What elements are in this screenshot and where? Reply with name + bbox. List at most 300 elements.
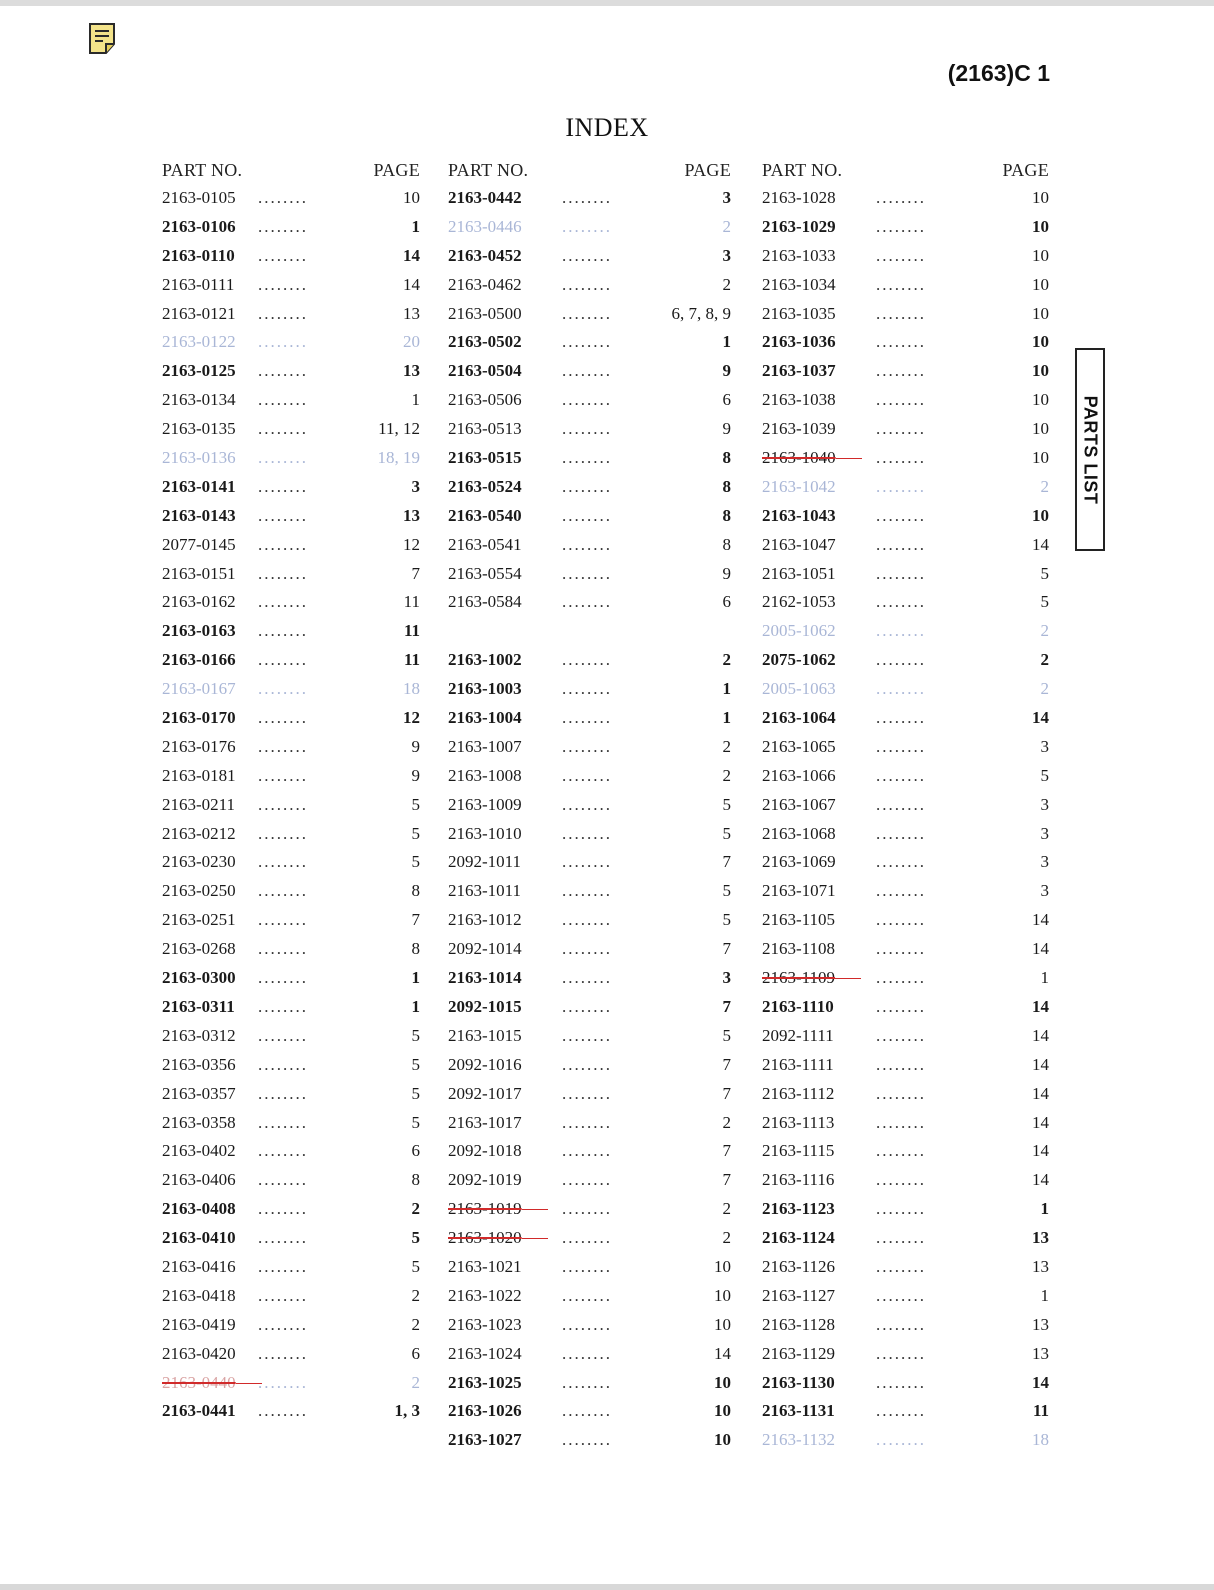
- leader-dots: ........: [258, 476, 308, 496]
- part-number: 2163-1115: [762, 1141, 835, 1161]
- leader-dots: ........: [876, 996, 926, 1016]
- part-number: 2163-0134: [162, 390, 236, 410]
- part-number: 2163-0440: [162, 1372, 236, 1392]
- leader-dots: ........: [876, 592, 926, 612]
- part-number: 2163-0420: [162, 1343, 236, 1363]
- leader-dots: ........: [876, 794, 926, 814]
- leader-dots: ........: [258, 765, 308, 785]
- page-reference: 13: [403, 361, 420, 381]
- leader-dots: ........: [562, 1228, 612, 1248]
- part-number: 2163-0357: [162, 1083, 236, 1103]
- leader-dots: ........: [876, 1401, 926, 1421]
- part-number: 2163-0136: [162, 448, 236, 468]
- part-number: 2163-0406: [162, 1170, 236, 1190]
- index-row: [448, 791, 731, 820]
- index-row: [162, 646, 420, 675]
- leader-dots: ........: [258, 1083, 308, 1103]
- page-reference: 14: [714, 1343, 731, 1363]
- part-number: 2163-1036: [762, 332, 836, 352]
- leader-dots: ........: [562, 303, 612, 323]
- part-number: 2163-1068: [762, 823, 836, 843]
- leader-dots: ........: [876, 1343, 926, 1363]
- part-number: 2163-0441: [162, 1401, 236, 1421]
- part-number: 2163-0141: [162, 476, 236, 496]
- part-number: 2163-1021: [448, 1256, 522, 1276]
- part-number: 2163-1020: [448, 1228, 522, 1248]
- page-reference: 1: [722, 679, 731, 699]
- part-number: 2163-1047: [762, 534, 836, 554]
- index-row: [448, 877, 731, 906]
- part-number: 2163-1029: [762, 216, 836, 236]
- index-row: [762, 588, 1049, 617]
- index-row: [762, 502, 1049, 531]
- leader-dots: ........: [258, 361, 308, 381]
- part-number: 2163-0410: [162, 1228, 236, 1248]
- leader-dots: ........: [562, 823, 612, 843]
- page-heading: PAGE: [684, 160, 731, 180]
- index-row: [448, 502, 731, 531]
- leader-dots: ........: [876, 1256, 926, 1276]
- leader-dots: ........: [562, 563, 612, 583]
- leader-dots: ........: [562, 1054, 612, 1074]
- part-number: 2163-0419: [162, 1314, 236, 1334]
- page-reference: 14: [1032, 1083, 1049, 1103]
- leader-dots: ........: [562, 1401, 612, 1421]
- part-number: 2163-1066: [762, 765, 836, 785]
- leader-dots: ........: [562, 1285, 612, 1305]
- leader-dots: ........: [876, 1112, 926, 1132]
- page-reference: 14: [1032, 939, 1049, 959]
- part-number: 2092-1014: [448, 939, 522, 959]
- index-row: [762, 617, 1049, 646]
- leader-dots: ........: [258, 881, 308, 901]
- page-reference: 14: [1032, 1170, 1049, 1190]
- index-row: [162, 1137, 420, 1166]
- part-number: 2163-1023: [448, 1314, 522, 1334]
- leader-dots: ........: [562, 1430, 612, 1450]
- index-row: [162, 300, 420, 329]
- part-number: 2163-0540: [448, 505, 522, 525]
- page-reference: 10: [1032, 332, 1049, 352]
- index-row: [448, 328, 731, 357]
- scan-bottom-edge: [0, 1584, 1214, 1590]
- leader-dots: ........: [258, 592, 308, 612]
- leader-dots: ........: [562, 650, 612, 670]
- leader-dots: ........: [258, 650, 308, 670]
- part-number: 2163-1108: [762, 939, 836, 959]
- leader-dots: ........: [258, 216, 308, 236]
- part-number: 2163-1026: [448, 1401, 522, 1421]
- leader-dots: ........: [562, 708, 612, 728]
- part-number: 2163-0300: [162, 968, 236, 988]
- page-reference: 2: [411, 1285, 420, 1305]
- leader-dots: ........: [258, 274, 308, 294]
- page-reference: 5: [411, 1083, 420, 1103]
- leader-dots: ........: [876, 476, 926, 496]
- part-number: 2163-0312: [162, 1025, 236, 1045]
- part-number: 2163-0418: [162, 1285, 236, 1305]
- index-row: [448, 762, 731, 791]
- index-row: [162, 1109, 420, 1138]
- page-reference: 13: [1032, 1343, 1049, 1363]
- leader-dots: ........: [562, 881, 612, 901]
- index-row: [762, 1051, 1049, 1080]
- page-reference: 1: [1040, 1199, 1049, 1219]
- index-row: [162, 560, 420, 589]
- leader-dots: ........: [562, 939, 612, 959]
- part-number: 2163-0176: [162, 736, 236, 756]
- page-reference: 18: [403, 679, 420, 699]
- parts-list-tab-label: PARTS LIST: [1080, 395, 1101, 504]
- page-reference: 7: [722, 1141, 731, 1161]
- page-reference: 2: [411, 1314, 420, 1334]
- index-row: [448, 1426, 731, 1455]
- leader-dots: ........: [562, 592, 612, 612]
- leader-dots: ........: [876, 419, 926, 439]
- part-number: 2163-0251: [162, 910, 236, 930]
- leader-dots: ........: [876, 708, 926, 728]
- leader-dots: ........: [562, 996, 612, 1016]
- index-row: [762, 1311, 1049, 1340]
- part-number: 2163-1132: [762, 1430, 836, 1450]
- page-reference: 5: [411, 1025, 420, 1045]
- index-row: [762, 357, 1049, 386]
- leader-dots: ........: [562, 1256, 612, 1276]
- leader-dots: ........: [876, 563, 926, 583]
- part-number: 2163-0162: [162, 592, 236, 612]
- index-row: [162, 877, 420, 906]
- part-number: 2163-1015: [448, 1025, 522, 1045]
- page-reference: 2: [722, 274, 731, 294]
- part-number: 2163-1012: [448, 910, 522, 930]
- part-number: 2163-0105: [162, 188, 236, 207]
- part-number: 2163-0311: [162, 996, 235, 1016]
- part-number: 2163-0135: [162, 419, 236, 439]
- page-reference: 8: [722, 476, 731, 496]
- page-reference: 3: [1040, 823, 1049, 843]
- leader-dots: ........: [562, 1314, 612, 1334]
- leader-dots: ........: [258, 563, 308, 583]
- index-row: [762, 993, 1049, 1022]
- page-reference: 1: [1040, 968, 1049, 988]
- page-reference: 5: [722, 881, 731, 901]
- part-number: 2163-0106: [162, 216, 236, 236]
- leader-dots: ........: [876, 1083, 926, 1103]
- leader-dots: ........: [258, 448, 308, 468]
- part-number: 2163-0513: [448, 419, 522, 439]
- part-number: 2163-1067: [762, 794, 836, 814]
- index-rows: [448, 184, 731, 1455]
- index-row: [762, 1080, 1049, 1109]
- leader-dots: ........: [258, 939, 308, 959]
- index-column-1: [162, 160, 420, 1426]
- page-reference: 10: [714, 1256, 731, 1276]
- leader-dots: ........: [258, 679, 308, 699]
- part-number: 2163-0358: [162, 1112, 236, 1132]
- leader-dots: ........: [258, 1401, 308, 1421]
- part-number: 2163-1042: [762, 476, 836, 496]
- part-number: 2163-0502: [448, 332, 522, 352]
- part-number: 2163-0584: [448, 592, 522, 612]
- index-row: [448, 473, 731, 502]
- page-reference: 13: [1032, 1256, 1049, 1276]
- leader-dots: ........: [562, 1141, 612, 1161]
- index-row: [762, 242, 1049, 271]
- page-reference: 5: [411, 1228, 420, 1248]
- part-number: 2163-0181: [162, 765, 236, 785]
- page-reference: 2: [722, 216, 731, 236]
- part-number: 2005-1063: [762, 679, 836, 699]
- page-reference: 2: [1040, 650, 1049, 670]
- page-reference: 7: [722, 996, 731, 1016]
- index-row: [448, 1022, 731, 1051]
- part-number: 2163-0170: [162, 708, 236, 728]
- part-number: 2163-1128: [762, 1314, 836, 1334]
- part-number: 2163-1116: [762, 1170, 835, 1190]
- page-reference: 2: [1040, 476, 1049, 496]
- leader-dots: ........: [258, 708, 308, 728]
- part-number: 2163-1003: [448, 679, 522, 699]
- index-row: [162, 848, 420, 877]
- part-number: 2092-1011: [448, 852, 522, 872]
- page-reference: 9: [722, 419, 731, 439]
- part-number: 2163-1008: [448, 765, 522, 785]
- page-reference: 14: [1032, 1372, 1049, 1392]
- index-row: [448, 300, 731, 329]
- part-number: 2163-1105: [762, 910, 836, 930]
- index-row: [762, 328, 1049, 357]
- leader-dots: ........: [876, 1228, 926, 1248]
- part-number: 2163-0442: [448, 188, 522, 207]
- index-rows: [162, 184, 420, 1426]
- index-row: [448, 588, 731, 617]
- page-reference: 9: [411, 736, 420, 756]
- leader-dots: ........: [258, 505, 308, 525]
- page-reference: 20: [403, 332, 420, 352]
- page-reference: 10: [1032, 390, 1049, 410]
- index-row: [448, 1311, 731, 1340]
- page-reference: 18, 19: [377, 448, 420, 468]
- part-number: 2163-0111: [162, 274, 235, 294]
- part-number: 2163-0121: [162, 303, 236, 323]
- index-row: [162, 444, 420, 473]
- page-reference: 6, 7, 8, 9: [671, 303, 731, 323]
- part-number: 2092-1016: [448, 1054, 522, 1074]
- index-row: [448, 1109, 731, 1138]
- page-reference: 10: [1032, 361, 1049, 381]
- index-row: [448, 184, 731, 213]
- index-row: [162, 184, 420, 213]
- leader-dots: ........: [258, 1199, 308, 1219]
- leader-dots: ........: [876, 621, 926, 641]
- index-row: [762, 675, 1049, 704]
- index-row: [762, 531, 1049, 560]
- part-number: 2163-0506: [448, 390, 522, 410]
- page-reference: 2: [722, 1112, 731, 1132]
- page-reference: 14: [1032, 708, 1049, 728]
- part-number: 2163-1038: [762, 390, 836, 410]
- index-row: [762, 704, 1049, 733]
- index-row: [162, 213, 420, 242]
- leader-dots: ........: [876, 1199, 926, 1219]
- leader-dots: ........: [562, 448, 612, 468]
- index-row: [162, 1051, 420, 1080]
- part-number: 2163-0125: [162, 361, 236, 381]
- index-row: [762, 184, 1049, 213]
- leader-dots: ........: [876, 188, 926, 207]
- leader-dots: ........: [258, 1285, 308, 1305]
- leader-dots: ........: [258, 1343, 308, 1363]
- part-number: 2163-1010: [448, 823, 522, 843]
- index-row: [448, 1137, 731, 1166]
- part-number: 2163-0515: [448, 448, 522, 468]
- part-number: 2163-0462: [448, 274, 522, 294]
- leader-dots: ........: [258, 823, 308, 843]
- index-row: [162, 473, 420, 502]
- index-row: [162, 415, 420, 444]
- part-number: 2163-0122: [162, 332, 236, 352]
- index-row: [162, 733, 420, 762]
- page-reference: 2: [411, 1372, 420, 1392]
- leader-dots: ........: [562, 245, 612, 265]
- page-reference: 3: [722, 968, 731, 988]
- page-reference: 3: [722, 188, 731, 207]
- leader-dots: ........: [876, 765, 926, 785]
- part-number: 2163-1111: [762, 1054, 834, 1074]
- page-reference: 11: [403, 650, 420, 670]
- page-reference: 1: [722, 708, 731, 728]
- leader-dots: ........: [876, 1285, 926, 1305]
- index-row: [448, 1224, 731, 1253]
- index-row: [762, 1282, 1049, 1311]
- part-number: 2163-0356: [162, 1054, 236, 1074]
- leader-dots: ........: [876, 852, 926, 872]
- page-reference: 5: [411, 1256, 420, 1276]
- index-row: [448, 733, 731, 762]
- page-reference: 1: [411, 968, 420, 988]
- index-row: [762, 473, 1049, 502]
- leader-dots: ........: [876, 939, 926, 959]
- leader-dots: ........: [258, 332, 308, 352]
- part-number: 2163-1014: [448, 968, 522, 988]
- page-reference: 9: [411, 765, 420, 785]
- part-number: 2163-1033: [762, 245, 836, 265]
- page-reference: 1: [411, 216, 420, 236]
- part-number: 2005-1062: [762, 621, 836, 641]
- part-number: 2163-0402: [162, 1141, 236, 1161]
- index-rows: [762, 184, 1049, 1455]
- index-row: [162, 1282, 420, 1311]
- part-number: 2163-1131: [762, 1401, 835, 1421]
- page-reference: 6: [722, 592, 731, 612]
- index-row: [448, 271, 731, 300]
- column-header: [162, 160, 420, 184]
- page-reference: 14: [1032, 1141, 1049, 1161]
- leader-dots: ........: [562, 1343, 612, 1363]
- leader-dots: ........: [562, 910, 612, 930]
- index-row: [762, 906, 1049, 935]
- index-row: [762, 271, 1049, 300]
- part-number: 2163-1028: [762, 188, 836, 207]
- part-number: 2163-0416: [162, 1256, 236, 1276]
- part-number: 2163-1040: [762, 448, 836, 468]
- page-reference: 5: [411, 823, 420, 843]
- leader-dots: ........: [876, 448, 926, 468]
- part-number: 2075-1062: [762, 650, 836, 670]
- index-row: [162, 1253, 420, 1282]
- part-number: 2163-0524: [448, 476, 522, 496]
- index-row: [162, 675, 420, 704]
- page-reference: 1: [722, 332, 731, 352]
- index-row: [162, 820, 420, 849]
- part-number: 2092-1018: [448, 1141, 522, 1161]
- leader-dots: ........: [258, 419, 308, 439]
- leader-dots: ........: [258, 736, 308, 756]
- leader-dots: ........: [258, 1141, 308, 1161]
- page-reference: 10: [1032, 448, 1049, 468]
- leader-dots: ........: [876, 1025, 926, 1045]
- page-reference: 3: [1040, 852, 1049, 872]
- index-row: [162, 502, 420, 531]
- leader-dots: ........: [876, 1372, 926, 1392]
- index-row: [762, 964, 1049, 993]
- index-row: [448, 213, 731, 242]
- page-reference: 13: [1032, 1314, 1049, 1334]
- page-reference: 2: [1040, 679, 1049, 699]
- page-reference: 11: [403, 621, 420, 641]
- note-icon[interactable]: [88, 22, 118, 56]
- index-row: [448, 1340, 731, 1369]
- index-row: [448, 1253, 731, 1282]
- page-reference: 10: [714, 1372, 731, 1392]
- leader-dots: ........: [258, 303, 308, 323]
- part-number: 2163-0151: [162, 563, 236, 583]
- leader-dots: ........: [876, 736, 926, 756]
- index-row: [448, 935, 731, 964]
- page-reference: 14: [403, 274, 420, 294]
- page-reference: 13: [403, 505, 420, 525]
- leader-dots: ........: [876, 1054, 926, 1074]
- leader-dots: ........: [562, 332, 612, 352]
- leader-dots: ........: [876, 245, 926, 265]
- index-row: [162, 1195, 420, 1224]
- page-reference: 5: [722, 1025, 731, 1045]
- index-row: [448, 242, 731, 271]
- index-row: [162, 762, 420, 791]
- part-number: 2163-0143: [162, 505, 236, 525]
- page-reference: 7: [411, 910, 420, 930]
- leader-dots: ........: [258, 910, 308, 930]
- page-reference: 10: [714, 1401, 731, 1421]
- leader-dots: ........: [876, 1430, 926, 1450]
- page-reference: 2: [722, 736, 731, 756]
- part-number: 2163-1123: [762, 1199, 835, 1219]
- leader-dots: ........: [258, 794, 308, 814]
- page-heading: PAGE: [373, 160, 420, 180]
- page-reference: 5: [722, 910, 731, 930]
- index-row: [448, 415, 731, 444]
- page-reference: 9: [722, 361, 731, 381]
- part-number: 2163-1064: [762, 708, 836, 728]
- page-reference: 14: [403, 245, 420, 265]
- index-row: [162, 271, 420, 300]
- index-row: [448, 617, 731, 646]
- leader-dots: ........: [876, 968, 926, 988]
- leader-dots: ........: [258, 188, 308, 207]
- page-reference: 12: [403, 534, 420, 554]
- index-row: [162, 906, 420, 935]
- page-reference: 5: [411, 794, 420, 814]
